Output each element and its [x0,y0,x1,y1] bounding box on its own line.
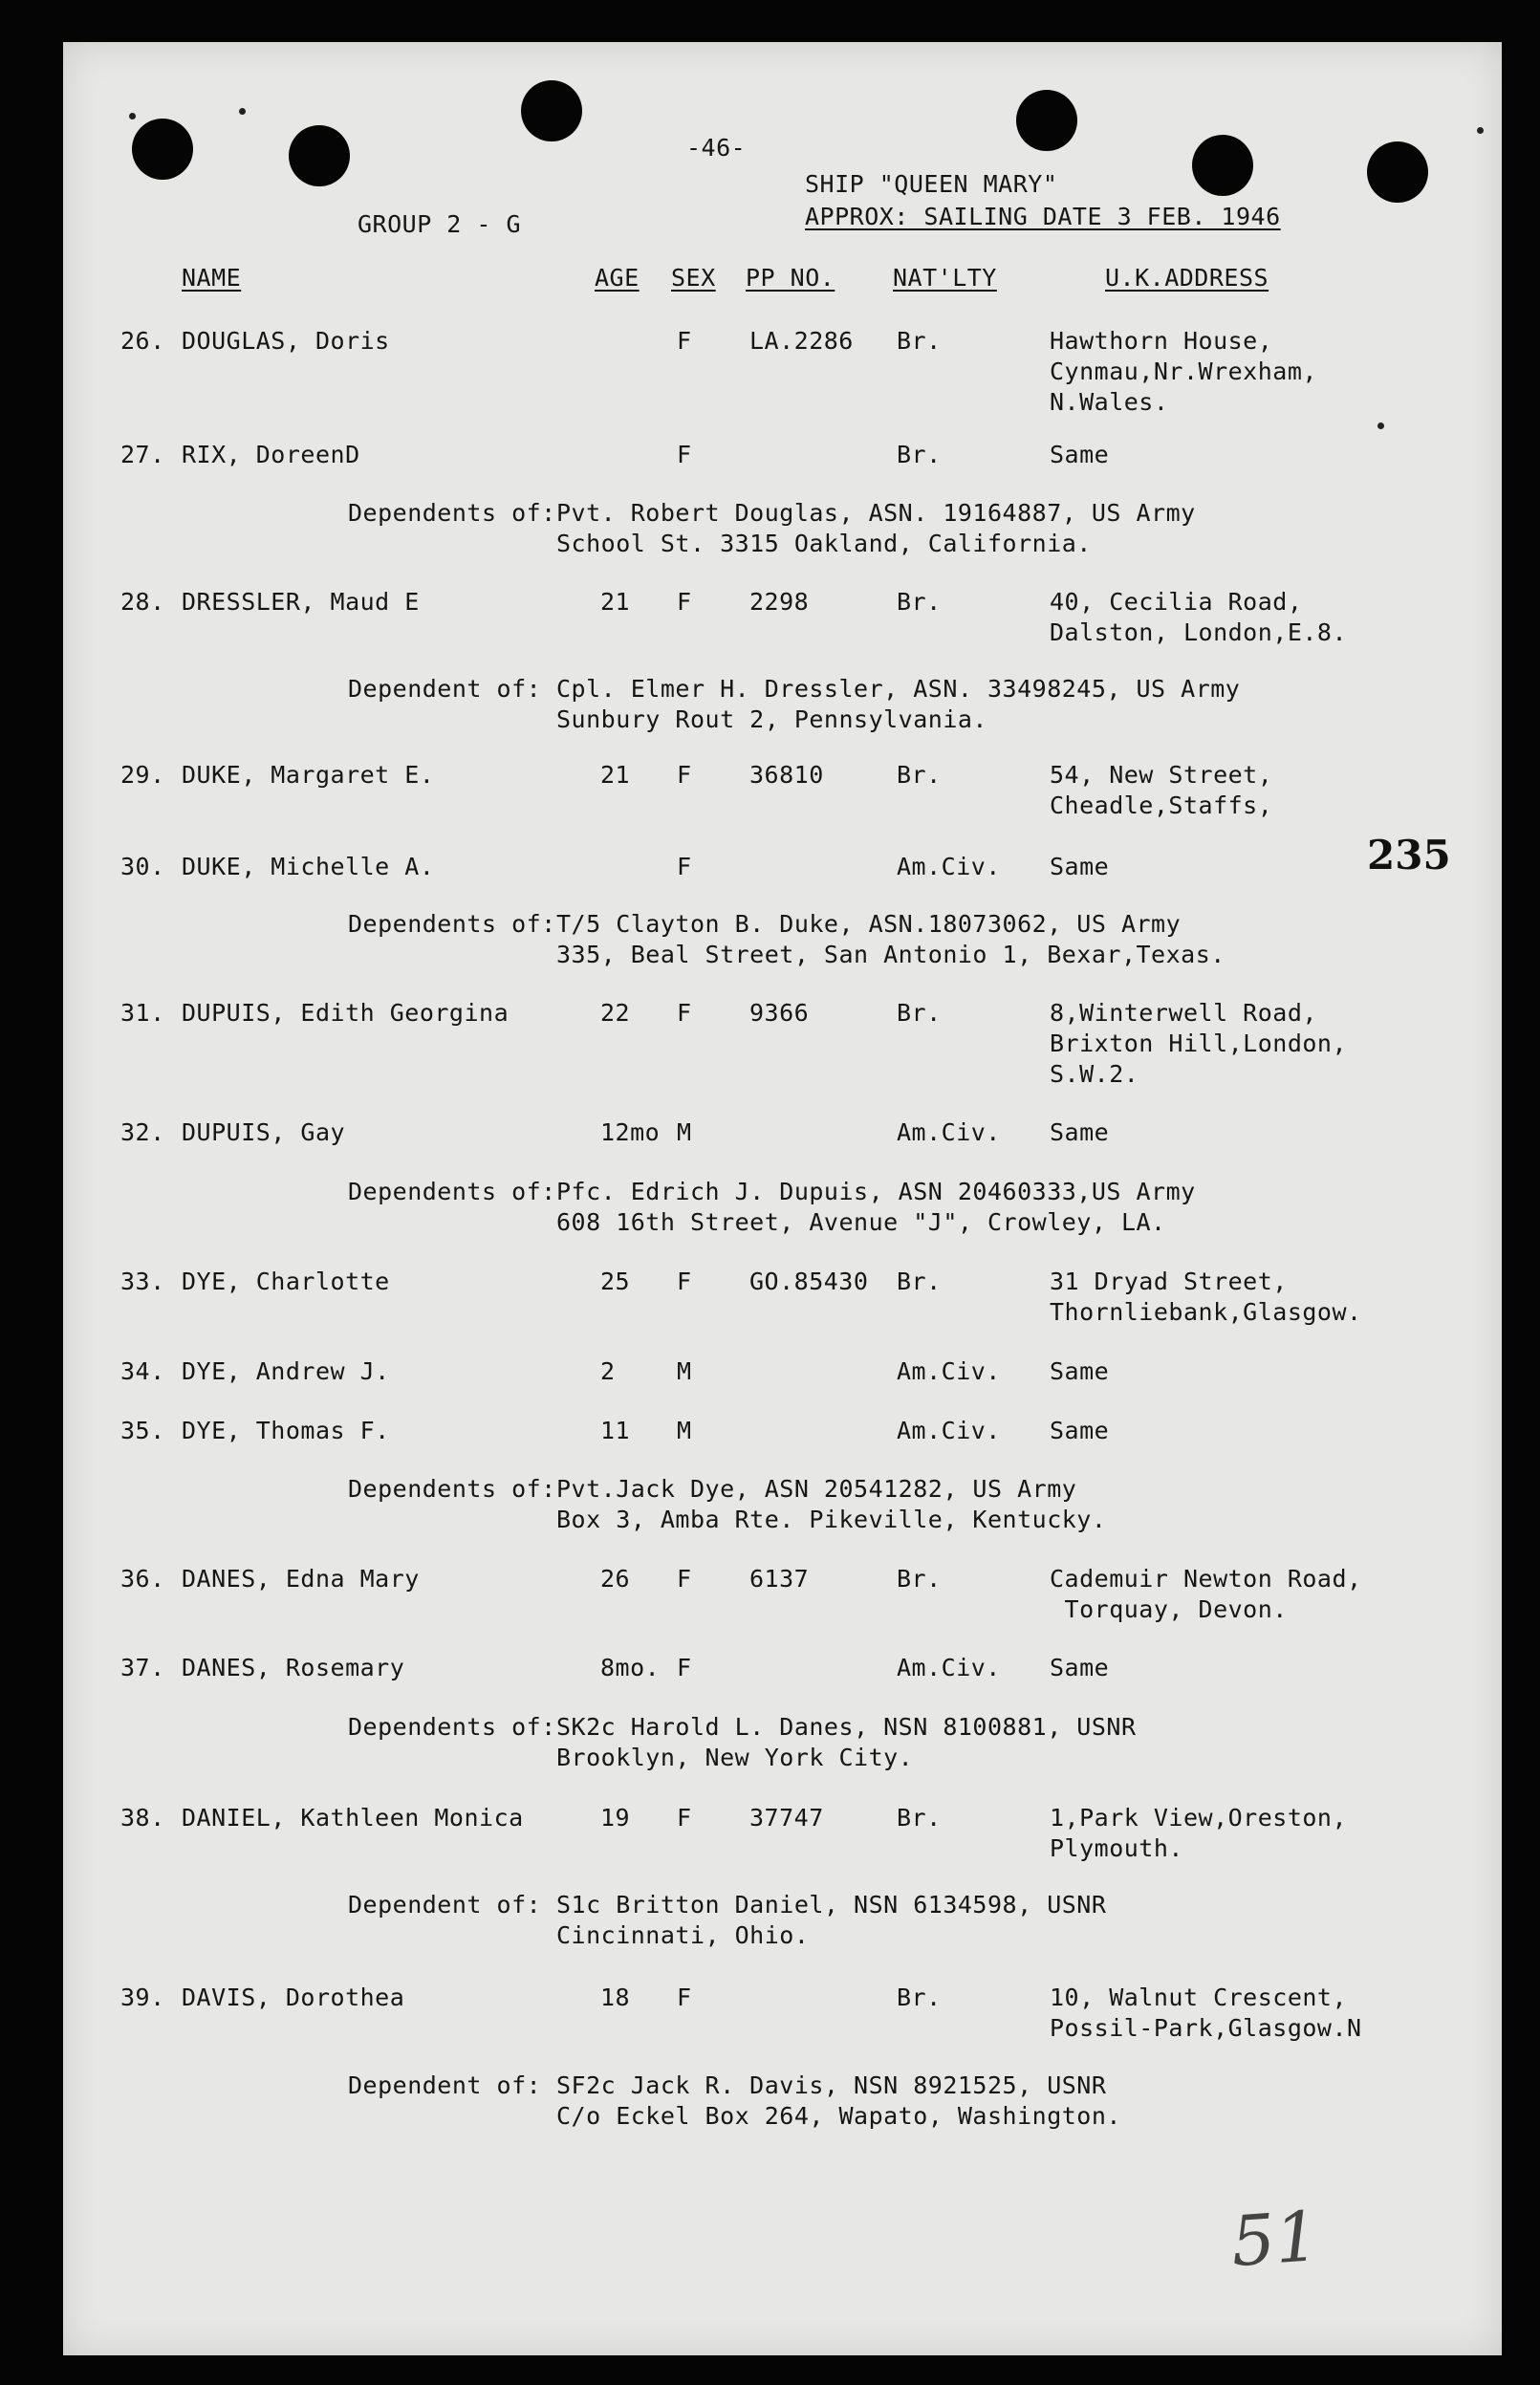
entry-address-line: Brixton Hill,London, [1050,1030,1348,1057]
entry-number: 27. [120,441,165,468]
entry-name: DAVIS, Dorothea [182,1984,405,2011]
entry-number: 26. [120,327,165,355]
entry-number: 38. [120,1804,165,1832]
entry-nationality: Br. [897,761,942,789]
punch-hole [1016,90,1077,151]
entry-pp-no: LA.2286 [749,327,854,355]
entry-number: 30. [120,853,165,880]
sponsor-line: Pvt. Robert Douglas, ASN. 19164887, US Army [556,499,1196,527]
entry-nationality: Br. [897,327,942,355]
entry-nationality: Am.Civ. [897,1654,1001,1681]
sponsor-line: T/5 Clayton B. Duke, ASN.18073062, US Army [556,910,1182,938]
entry-pp-no: 9366 [749,999,810,1027]
entry-address-line: 8,Winterwell Road, [1050,999,1317,1027]
entry-nationality: Br. [897,588,942,616]
entry-pp-no: GO.85430 [749,1268,869,1295]
entry-address-line: Same [1050,1118,1110,1146]
entry-age: 8mo. [600,1654,661,1681]
entry-age: 21 [600,761,631,789]
entry-number: 32. [120,1118,165,1146]
entry-name: DYE, Thomas F. [182,1417,390,1444]
entry-age: 12mo [600,1118,661,1146]
entry-address-line: 1,Park View,Oreston, [1050,1804,1348,1832]
dependent-of-label: Dependents of: [348,499,556,527]
entry-pp-no: 36810 [749,761,824,789]
entry-address-line: N.Wales. [1050,388,1169,416]
page-number: -46- [686,134,747,162]
entry-address-line: Dalston, London,E.8. [1050,618,1348,646]
sponsor-line: Pfc. Edrich J. Dupuis, ASN 20460333,US Army [556,1178,1196,1205]
entry-address-line: Same [1050,441,1110,468]
col-nationality: NAT'LTY [893,264,997,292]
entry-age: 11 [600,1417,631,1444]
entry-nationality: Am.Civ. [897,853,1001,880]
sponsor-line: S1c Britton Daniel, NSN 6134598, USNR [556,1891,1107,1919]
entry-sex: M [677,1357,692,1385]
entry-sex: M [677,1417,692,1444]
sponsor-line: C/o Eckel Box 264, Wapato, Washington. [556,2102,1121,2130]
sponsor-line: SF2c Jack R. Davis, NSN 8921525, USNR [556,2071,1107,2099]
entry-number: 37. [120,1654,165,1681]
sponsor-line: Cincinnati, Ohio. [556,1921,810,1949]
entry-name: DANIEL, Kathleen Monica [182,1804,524,1832]
entry-address-line: Cheadle,Staffs, [1050,791,1273,819]
entry-address-line: S.W.2. [1050,1060,1139,1088]
entry-address-line: Cademuir Newton Road, [1050,1565,1362,1593]
dependent-of-label: Dependents of: [348,1178,556,1205]
entry-number: 34. [120,1357,165,1385]
entry-sex: F [677,441,692,468]
entry-sex: F [677,853,692,880]
col-pp-no: PP NO. [746,264,835,292]
entry-nationality: Br. [897,999,942,1027]
entry-sex: F [677,999,692,1027]
entry-nationality: Br. [897,441,942,468]
entry-address-line: 54, New Street, [1050,761,1273,789]
punch-hole [132,119,193,180]
entry-address-line: Torquay, Devon. [1050,1595,1288,1623]
sponsor-line: School St. 3315 Oakland, California. [556,530,1092,557]
sponsor-line: SK2c Harold L. Danes, NSN 8100881, USNR [556,1713,1137,1741]
dependent-of-label: Dependents of: [348,1713,556,1741]
entry-sex: F [677,1268,692,1295]
speck [1377,423,1384,429]
dependent-of-label: Dependent of: [348,1891,542,1919]
entry-address-line: Same [1050,853,1110,880]
entry-sex: M [677,1118,692,1146]
speck [239,108,246,115]
page-stamp-number: 235 [1367,832,1451,878]
entry-pp-no: 2298 [749,588,810,616]
entry-number: 35. [120,1417,165,1444]
entry-name: DRESSLER, Maud E [182,588,420,616]
entry-number: 31. [120,999,165,1027]
entry-address-line: Same [1050,1417,1110,1444]
entry-address-line: 10, Walnut Crescent, [1050,1984,1348,2011]
entry-address-line: Same [1050,1654,1110,1681]
entry-age: 25 [600,1268,631,1295]
entry-address-line: 31 Dryad Street, [1050,1268,1288,1295]
punch-hole [289,125,350,186]
entry-nationality: Br. [897,1268,942,1295]
punch-hole [521,80,582,141]
entry-sex: F [677,327,692,355]
entry-address-line: Thornliebank,Glasgow. [1050,1298,1362,1326]
entry-name: DYE, Charlotte [182,1268,390,1295]
group-label: GROUP 2 - G [358,210,522,238]
entry-name: DUKE, Margaret E. [182,761,435,789]
entry-nationality: Am.Civ. [897,1118,1001,1146]
entry-age: 19 [600,1804,631,1832]
sailing-date: APPROX: SAILING DATE 3 FEB. 1946 [805,203,1281,230]
entry-nationality: Am.Civ. [897,1417,1001,1444]
sponsor-line: Pvt.Jack Dye, ASN 20541282, US Army [556,1475,1077,1503]
entry-name: RIX, DoreenD [182,441,360,468]
entry-number: 39. [120,1984,165,2011]
entry-nationality: Am.Civ. [897,1357,1001,1385]
sponsor-line: Cpl. Elmer H. Dressler, ASN. 33498245, US Army [556,675,1241,703]
entry-pp-no: 6137 [749,1565,810,1593]
entry-name: DUKE, Michelle A. [182,853,435,880]
entry-name: DUPUIS, Edith Georgina [182,999,510,1027]
entry-address-line: Cynmau,Nr.Wrexham, [1050,358,1317,385]
entry-nationality: Br. [897,1565,942,1593]
punch-hole [1192,135,1253,196]
speck [1477,127,1484,134]
col-address: U.K.ADDRESS [1105,264,1269,292]
entry-name: DUPUIS, Gay [182,1118,346,1146]
sponsor-line: Box 3, Amba Rte. Pikeville, Kentucky. [556,1506,1107,1533]
sponsor-line: Brooklyn, New York City. [556,1744,914,1771]
entry-age: 2 [600,1357,616,1385]
entry-number: 28. [120,588,165,616]
entry-name: DYE, Andrew J. [182,1357,390,1385]
entry-name: DANES, Rosemary [182,1654,405,1681]
entry-sex: F [677,761,692,789]
handwritten-number: 51 [1228,2195,1322,2283]
sponsor-line: Sunbury Rout 2, Pennsylvania. [556,705,987,733]
entry-sex: F [677,1984,692,2011]
dependent-of-label: Dependent of: [348,2071,542,2099]
entry-age: 26 [600,1565,631,1593]
entry-sex: F [677,588,692,616]
speck [129,113,136,119]
dependent-of-label: Dependents of: [348,910,556,938]
punch-hole [1367,141,1428,203]
entry-sex: F [677,1654,692,1681]
entry-address-line: Plymouth. [1050,1834,1183,1862]
col-name: NAME [182,264,242,292]
entry-address-line: Hawthorn House, [1050,327,1273,355]
entry-number: 36. [120,1565,165,1593]
entry-address-line: 40, Cecilia Road, [1050,588,1303,616]
col-age: AGE [595,264,640,292]
entry-name: DANES, Edna Mary [182,1565,420,1593]
dependent-of-label: Dependents of: [348,1475,556,1503]
col-sex: SEX [671,264,716,292]
entry-number: 33. [120,1268,165,1295]
entry-age: 18 [600,1984,631,2011]
sponsor-line: 608 16th Street, Avenue "J", Crowley, LA. [556,1208,1166,1236]
entry-address-line: Possil-Park,Glasgow.N [1050,2014,1362,2042]
entry-sex: F [677,1804,692,1832]
entry-age: 21 [600,588,631,616]
ship-name: SHIP "QUEEN MARY" [805,170,1058,198]
entry-pp-no: 37747 [749,1804,824,1832]
sponsor-line: 335, Beal Street, San Antonio 1, Bexar,Texas. [556,941,1225,968]
entry-age: 22 [600,999,631,1027]
entry-sex: F [677,1565,692,1593]
dependent-of-label: Dependent of: [348,675,542,703]
entry-nationality: Br. [897,1804,942,1832]
entry-number: 29. [120,761,165,789]
entry-nationality: Br. [897,1984,942,2011]
entry-address-line: Same [1050,1357,1110,1385]
entry-name: DOUGLAS, Doris [182,327,390,355]
